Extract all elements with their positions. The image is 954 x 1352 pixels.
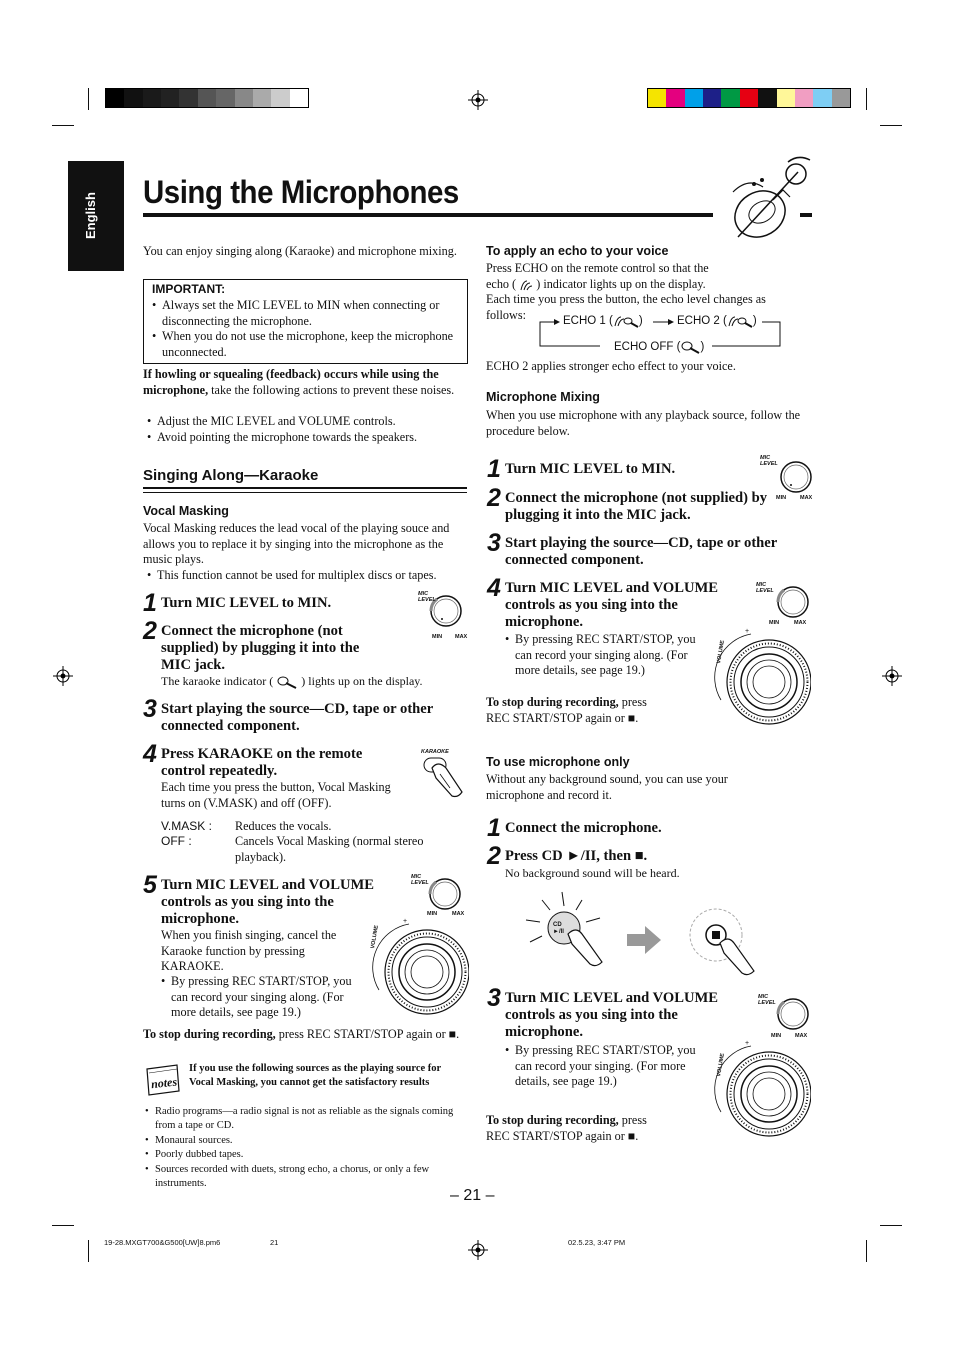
important-list [152, 298, 458, 360]
mixing-stop-recording: To stop during recording, press REC START/STOP again or ■. [486, 695, 647, 725]
karaoke-button-illustration [418, 748, 468, 800]
off-value: Cancels Vocal Masking (normal stereo playback). [235, 834, 424, 864]
feedback-item: • Avoid pointing the microphone towards the speakers. [147, 430, 467, 446]
intro-text: You can enjoy singing along (Karaoke) and microphone mixing. [143, 244, 457, 258]
volume-label-miconly: VOLUME [716, 1052, 726, 1078]
off-key: OFF : [161, 834, 192, 848]
language-tab-label: English [83, 192, 98, 239]
vocal-masking-desc: Vocal Masking reduces the lead vocal of the playing souce and allows you to replace it by singing into the microphone as the music plays. [143, 521, 450, 567]
miconly-heading: To use microphone only [486, 755, 630, 769]
mic-level-max-step5: MAX [452, 911, 465, 917]
important-label: IMPORTANT: [152, 282, 226, 296]
vmask-value: Reduces the vocals. [235, 819, 332, 833]
mic-level-label-mixing: MIC LEVEL [760, 455, 778, 467]
page-number: – 21 – [450, 1187, 495, 1204]
footer-page: 21 [270, 1238, 279, 1247]
cd-play-button-illustration [520, 888, 610, 968]
mic-level-min-mixing: MIN [776, 495, 787, 501]
notes-item: • Sources recorded with duets, strong echo, a chorus, or only a few instruments. [145, 1163, 465, 1192]
echo-indicator-icon [519, 279, 533, 292]
grayscale-bar [105, 88, 309, 108]
mic-level-max-miconly: MAX [795, 1033, 808, 1039]
feedback-item: • Adjust the MIC LEVEL and VOLUME controls. [147, 414, 467, 430]
echo-2-label: ECHO 2 ( ) [677, 315, 757, 328]
registration-mark-top [468, 90, 488, 110]
mixing-desc: When you use microphone with any playback source, follow the procedure below. [486, 408, 801, 438]
cd-label: CD ►/II [553, 922, 564, 935]
karaoke-step-4-note: Each time you press the button, Vocal Masking turns on (V.MASK) and off (OFF). [161, 780, 391, 810]
mic-level-max: MAX [455, 634, 468, 640]
registration-mark-left [53, 666, 73, 686]
karaoke-step-5-note: When you finish singing, cancel the Karaoke function by pressing KARAOKE. [161, 928, 337, 974]
karaoke-step-5-bullet: • By pressing REC START/STOP, you can record your singing along. (For more details, see page 19.) [161, 974, 369, 1021]
miconly-step-3-bullets [505, 1043, 715, 1090]
important-box [143, 279, 468, 364]
echo-off-label: ECHO OFF ( ) [614, 341, 705, 354]
echo-line3: Each time you press the button, the echo level changes as follows: [486, 292, 766, 322]
feedback-text [143, 367, 465, 398]
mic-level-max-mixing-4: MAX [794, 620, 807, 626]
echo-1-label: ECHO 1 ( ) [563, 315, 643, 328]
karaoke-rule-thin [143, 492, 467, 493]
miconly-desc: Without any background sound, you can use your microphone and record it. [486, 772, 728, 802]
important-item: • When you do not use the microphone, keep the microphone unconnected. [152, 329, 458, 360]
karaoke-heading: Singing Along—Karaoke [143, 467, 319, 484]
mic-level-min-step5: MIN [427, 911, 438, 917]
echo-line2: echo ( ) indicator lights up on the display. [486, 277, 706, 291]
footer-date: 02.5.23, 3:47 PM [568, 1238, 626, 1247]
volume-dial-miconly [713, 1040, 811, 1142]
footer-file: 19-28.MXGT700&G500[UW]8.pm6 [104, 1238, 221, 1247]
vocal-masking-bullet: • This function cannot be used for multiplex discs or tapes. [147, 568, 467, 584]
karaoke-rule [143, 487, 467, 489]
echo-mic-icon [727, 314, 753, 328]
notes-item: • Radio programs—a radio signal is not as reliable as the signals coming from a tape or CD. [145, 1105, 465, 1134]
mic-icon [680, 340, 700, 354]
karaoke-button-label: KARAOKE [421, 749, 449, 755]
stop-button-illustration [680, 905, 760, 977]
karaoke-indicator-note: The karaoke indicator ( ) lights up on the display. [161, 674, 423, 688]
mic-level-label-step5: MIC LEVEL [411, 874, 429, 886]
echo-line1: Press ECHO on the remote control so that the [486, 261, 709, 275]
color-bar [647, 88, 851, 108]
echo-heading: To apply an echo to your voice [486, 244, 669, 258]
notes-list [145, 1105, 465, 1191]
feedback-bold: If howling or squealing (feedback) occurs while using the microphone, [143, 367, 439, 397]
violinist-illustration [718, 152, 818, 252]
mic-level-label-miconly: MIC LEVEL [758, 994, 776, 1006]
title-rule [143, 213, 713, 217]
miconly-stop-recording: To stop during recording, press REC START/STOP again or ■. [486, 1113, 647, 1143]
mic-level-min-mixing-4: MIN [769, 620, 780, 626]
volume-label-mixing: VOLUME [716, 639, 726, 665]
echo-mic-icon [613, 314, 639, 328]
mic-level-label-mixing-4: MIC LEVEL [756, 582, 774, 594]
registration-mark-right [882, 666, 902, 686]
miconly-step-3-bullet: • By pressing REC START/STOP, you can record your singing. (For more details, see page 19.) [505, 1043, 715, 1090]
notes-bold: If you use the following sources as the playing source for Vocal Masking, you cannot get the satisfactory results [189, 1063, 442, 1089]
karaoke-stop-recording: To stop during recording, press REC START/STOP again or ■. [143, 1027, 460, 1041]
vocal-masking-heading: Vocal Masking [143, 504, 229, 518]
notes-item: • Poorly dubbed tapes. [145, 1148, 465, 1162]
volume-plus-mixing: + [745, 628, 750, 635]
volume-label: VOLUME [370, 924, 380, 950]
karaoke-indicator-icon [276, 675, 298, 689]
svg-text:notes: notes [150, 1074, 178, 1092]
mic-level-label: MIC LEVEL [418, 591, 436, 603]
feedback-rest: take the following actions to prevent these noises. [208, 382, 455, 397]
volume-plus: + [403, 918, 408, 925]
mic-level-min: MIN [432, 634, 443, 640]
mixing-step-4-bullets [505, 632, 710, 679]
registration-mark-bottom [468, 1240, 488, 1260]
volume-dial-mixing [713, 628, 811, 730]
language-tab [68, 161, 124, 271]
feedback-list [147, 414, 467, 445]
notes-item: • Monaural sources. [145, 1134, 465, 1148]
vocal-masking-bullets [147, 568, 467, 584]
mixing-step-4-bullet: • By pressing REC START/STOP, you can record your singing along. (For more details, see page 19.) [505, 632, 710, 679]
volume-dial [371, 918, 469, 1020]
mixing-heading: Microphone Mixing [486, 390, 600, 404]
important-item: • Always set the MIC LEVEL to MIN when connecting or disconnecting the microphone. [152, 298, 458, 329]
echo-note: ECHO 2 applies stronger echo effect to your voice. [486, 359, 736, 373]
arrow-icon [627, 926, 661, 954]
mic-level-min-miconly: MIN [771, 1033, 782, 1039]
miconly-step-2-note: No background sound will be heard. [505, 866, 680, 880]
page-title: Using the Microphones [143, 174, 459, 210]
vmask-key: V.MASK : [161, 819, 212, 833]
karaoke-step-5-bullets [161, 974, 369, 1021]
volume-plus-miconly: + [745, 1040, 750, 1047]
notes-icon [143, 1063, 185, 1097]
mic-level-max-mixing: MAX [800, 495, 813, 501]
